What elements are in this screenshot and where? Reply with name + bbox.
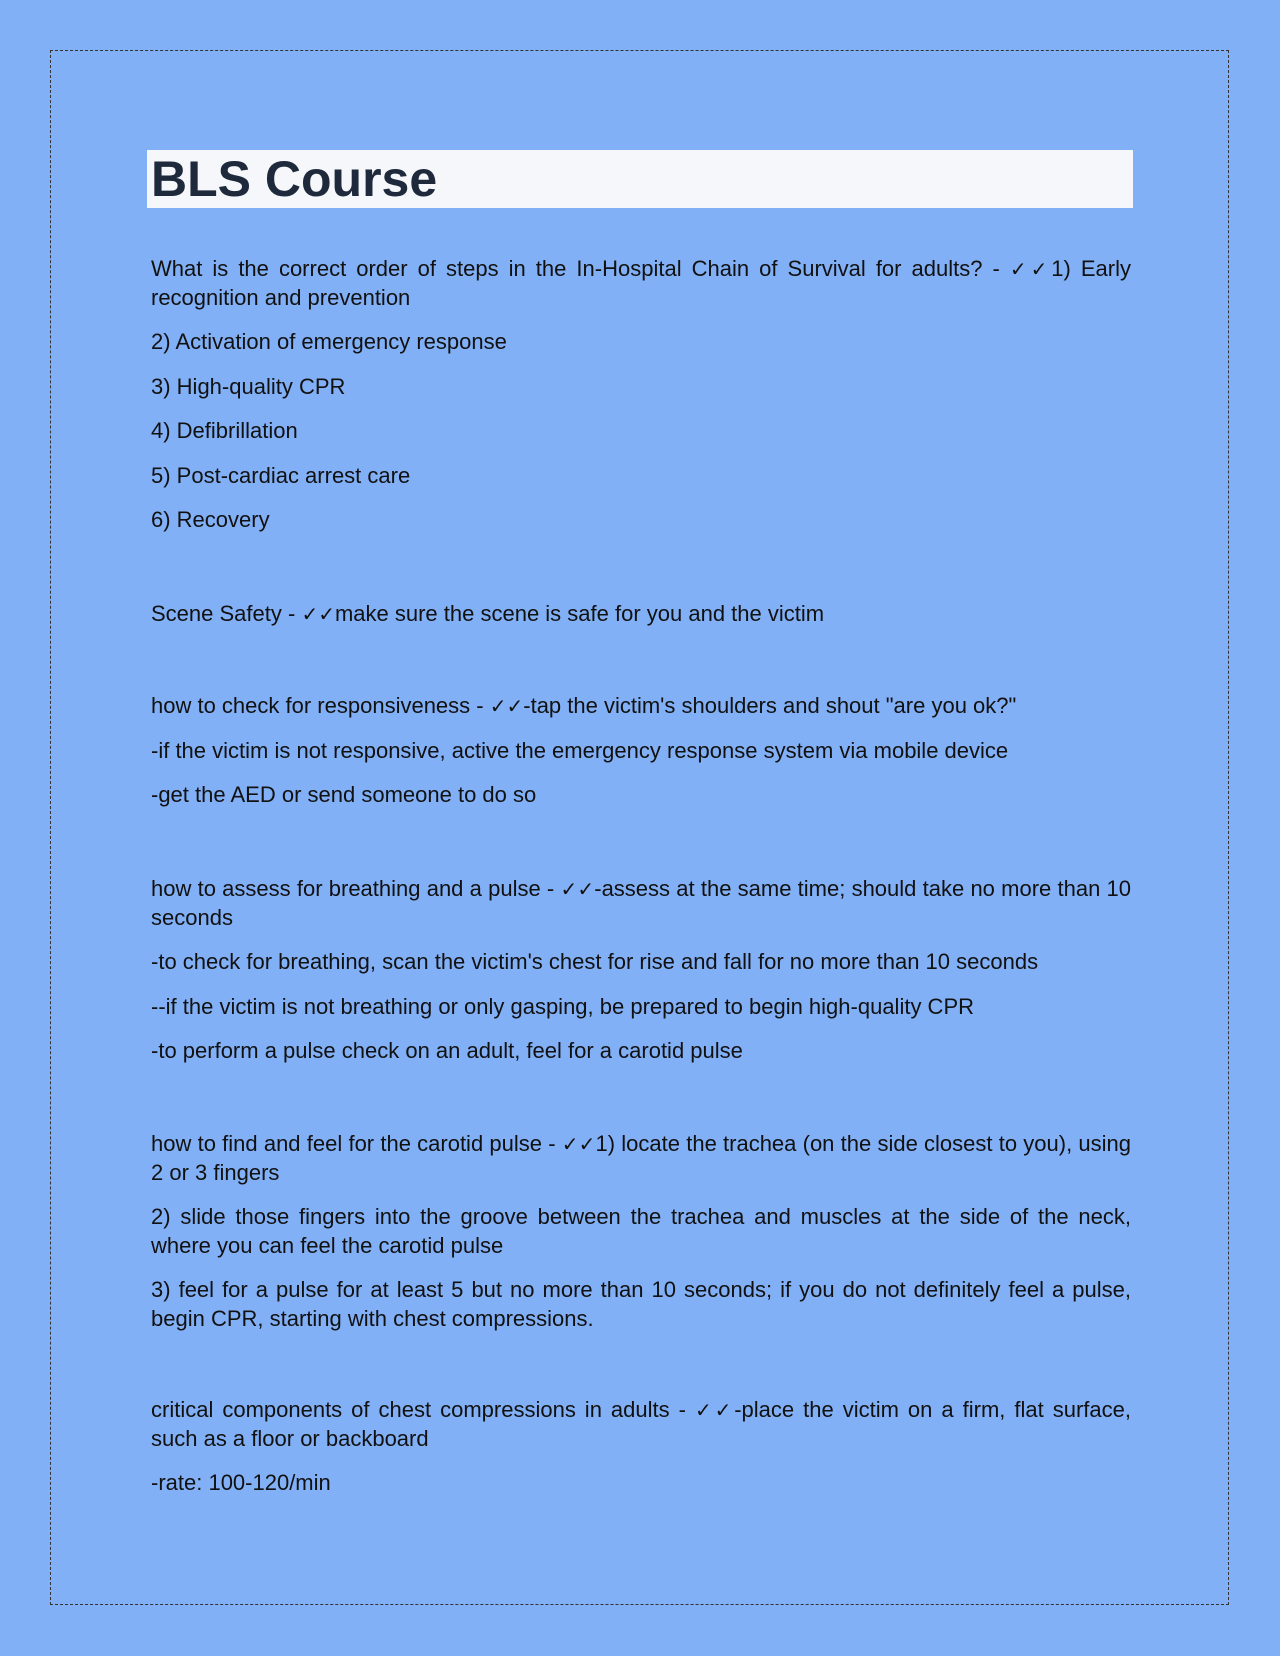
question-line [151,1396,1131,1453]
answer-text: -assess at the same time; should take no more than 10 seconds [151,876,1131,930]
question-text: how to find and feel for the carotid pulse - [151,1131,556,1156]
qa-section [151,692,1131,826]
qa-section [151,600,1131,645]
answer-line: -rate: 100-120/min [151,1470,331,1495]
answer-line: 5) Post-cardiac arrest care [151,462,411,488]
answer-line: 3) feel for a pulse for at least 5 but no more than 10 seconds; if you do not definitely feel a pulse, begin CPR, starting with chest compressions. [151,1277,1131,1331]
answer-text: make sure the scene is safe for you and the victim [334,601,825,626]
answer-line: 4) Defibrillation [151,418,298,443]
check-icon: ✓✓ [560,877,595,901]
question-text: What is the correct order of steps in the In-Hospital Chain of Survival for adults? - [151,256,1000,281]
question-line [151,600,1131,629]
question-line [151,255,1131,312]
answer-line: -if the victim is not responsive, active the emergency response system via mobile device [151,737,1009,763]
answer-text: -place the victim on a firm, flat surface, such as a floor or backboard [151,1397,1131,1451]
question-text: critical components of chest compressions in adults - [151,1397,686,1422]
check-icon: ✓✓ [301,602,335,626]
answer-text: -tap the victim's shoulders and shout "are you ok?" [523,693,1017,718]
answer-line: 2) slide those fingers into the groove between the trachea and muscles at the side of the neck, where you can feel the carotid pulse [151,1204,1131,1258]
qa-section [151,1130,1131,1349]
qa-section [151,875,1131,1082]
question-text: how to check for responsiveness - [151,693,484,718]
check-icon: ✓✓ [489,694,524,718]
question-text: how to assess for breathing and a pulse - [151,876,555,901]
answer-line: 3) High-quality CPR [151,373,346,399]
answer-line: -get the AED or send someone to do so [151,782,537,807]
question-text: Scene Safety - [151,601,296,626]
qa-section [151,255,1131,551]
answer-line: --if the victim is not breathing or only gasping, be prepared to begin high-quality CPR [151,993,975,1019]
question-line [151,692,1131,721]
answer-line: -to perform a pulse check on an adult, feel for a carotid pulse [151,1038,743,1063]
check-icon: ✓✓ [561,1132,596,1156]
check-icon: ✓✓ [1009,257,1052,281]
qa-section [151,1396,1131,1514]
answer-line: 2) Activation of emergency response [151,329,507,354]
check-icon: ✓✓ [694,1398,735,1422]
question-line [151,875,1131,932]
answer-line: -to check for breathing, scan the victim's chest for rise and fall for no more than 10 seconds [151,949,1039,974]
question-line [151,1130,1131,1187]
answer-text: 1) Early recognition and prevention [151,256,1132,310]
answer-line: 6) Recovery [151,507,270,532]
answer-text: 1) locate the trachea (on the side closest to you), using 2 or 3 fingers [151,1131,1132,1185]
title-box [147,150,1133,208]
page-title: BLS Course [151,151,438,207]
